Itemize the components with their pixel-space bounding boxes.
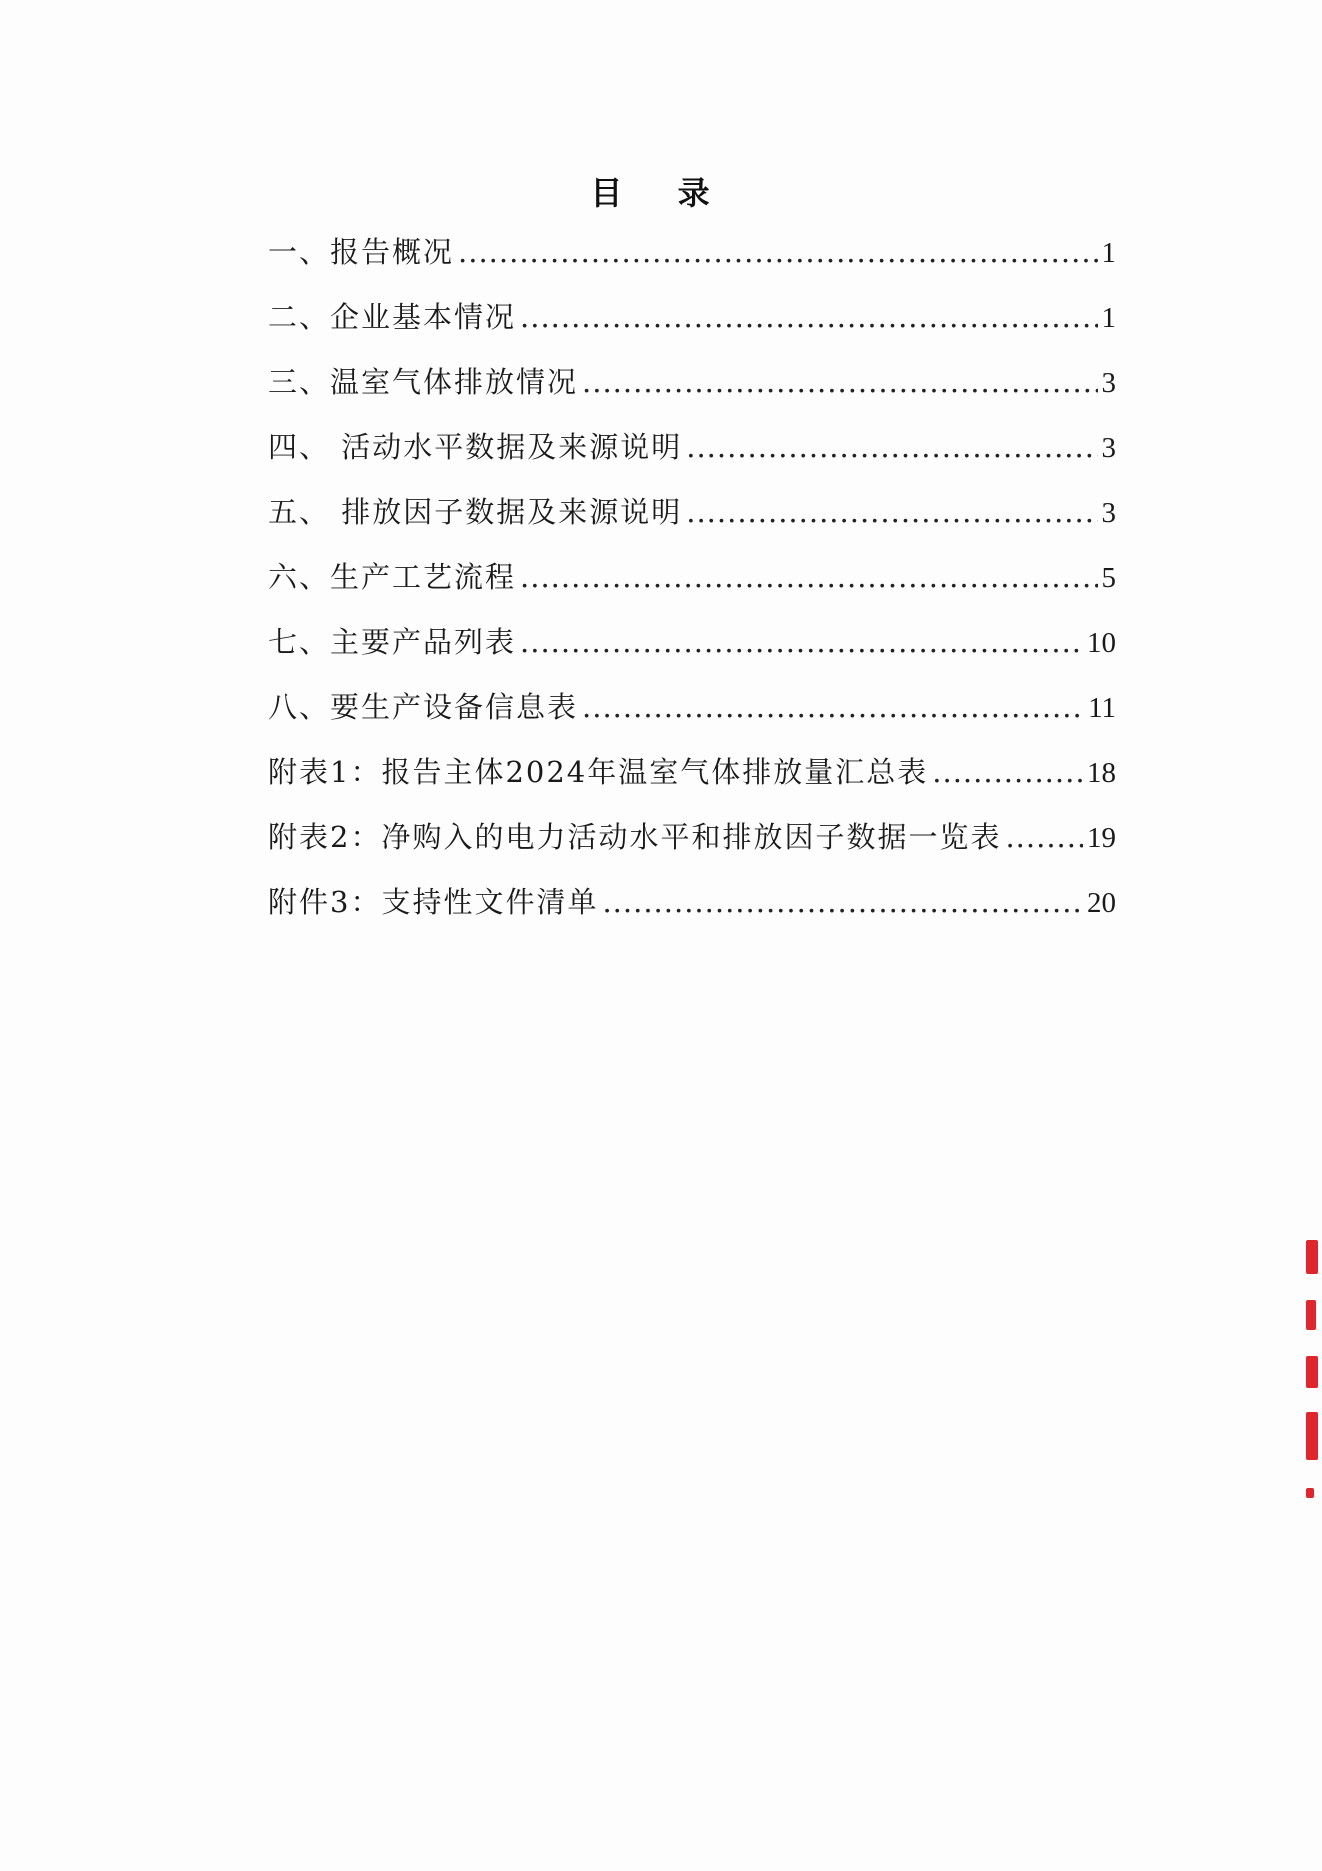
toc-list [268, 230, 1116, 945]
toc-entry-label: 五、 排放因子数据及来源说明 [268, 495, 683, 529]
toc-entry[interactable] [268, 815, 1116, 880]
toc-entry-page: 3 [1101, 367, 1116, 399]
toc-entry-label: 六、生产工艺流程 [268, 560, 517, 594]
toc-entry-label: 二、企业基本情况 [268, 300, 517, 334]
seal-stamp-fragment [1306, 1356, 1318, 1388]
toc-entry-label: 八、要生产设备信息表 [268, 690, 579, 724]
seal-stamp-fragment [1306, 1240, 1318, 1274]
toc-dot-leader [520, 625, 1083, 659]
toc-entry-page: 1 [1101, 237, 1116, 269]
toc-entry-label: 附表1：报告主体2024年温室气体排放量汇总表 [268, 755, 929, 789]
toc-entry-page: 3 [1101, 497, 1116, 529]
toc-entry-page: 19 [1087, 822, 1116, 854]
toc-entry-page: 11 [1088, 692, 1116, 724]
toc-entry-label: 一、报告概况 [268, 235, 455, 269]
toc-entry-page: 3 [1101, 432, 1116, 464]
toc-dot-leader [458, 235, 1097, 269]
toc-entry[interactable] [268, 555, 1116, 620]
toc-dot-leader [520, 300, 1097, 334]
toc-entry-page: 20 [1087, 887, 1116, 919]
toc-entry-label: 附件3：支持性文件清单 [268, 885, 599, 919]
seal-stamp-fragment [1306, 1412, 1318, 1460]
toc-entry-page: 18 [1087, 757, 1116, 789]
toc-entry[interactable] [268, 425, 1116, 490]
toc-entry[interactable] [268, 685, 1116, 750]
toc-dot-leader [686, 430, 1097, 464]
toc-dot-leader [932, 755, 1083, 789]
toc-entry[interactable] [268, 620, 1116, 685]
toc-entry-label: 三、温室气体排放情况 [268, 365, 579, 399]
toc-dot-leader [686, 495, 1097, 529]
toc-entry[interactable] [268, 490, 1116, 555]
toc-entry-page: 10 [1087, 627, 1116, 659]
toc-dot-leader [520, 560, 1097, 594]
toc-entry-label: 附表2：净购入的电力活动水平和排放因子数据一览表 [268, 820, 1002, 854]
toc-entry[interactable] [268, 360, 1116, 425]
toc-entry[interactable] [268, 880, 1116, 945]
seal-stamp-edge [1300, 1240, 1322, 1520]
toc-entry-label: 七、主要产品列表 [268, 625, 517, 659]
toc-dot-leader [1005, 820, 1083, 854]
toc-entry-page: 1 [1101, 302, 1116, 334]
toc-dot-leader [582, 365, 1097, 399]
toc-dot-leader [602, 885, 1083, 919]
toc-dot-leader [582, 690, 1084, 724]
seal-stamp-fragment [1306, 1488, 1314, 1498]
toc-entry-page: 5 [1101, 562, 1116, 594]
toc-entry[interactable] [268, 295, 1116, 360]
toc-entry[interactable] [268, 230, 1116, 295]
toc-title: 目 录 [590, 174, 732, 212]
toc-entry[interactable] [268, 750, 1116, 815]
toc-entry-label: 四、 活动水平数据及来源说明 [268, 430, 683, 464]
seal-stamp-fragment [1306, 1300, 1316, 1330]
